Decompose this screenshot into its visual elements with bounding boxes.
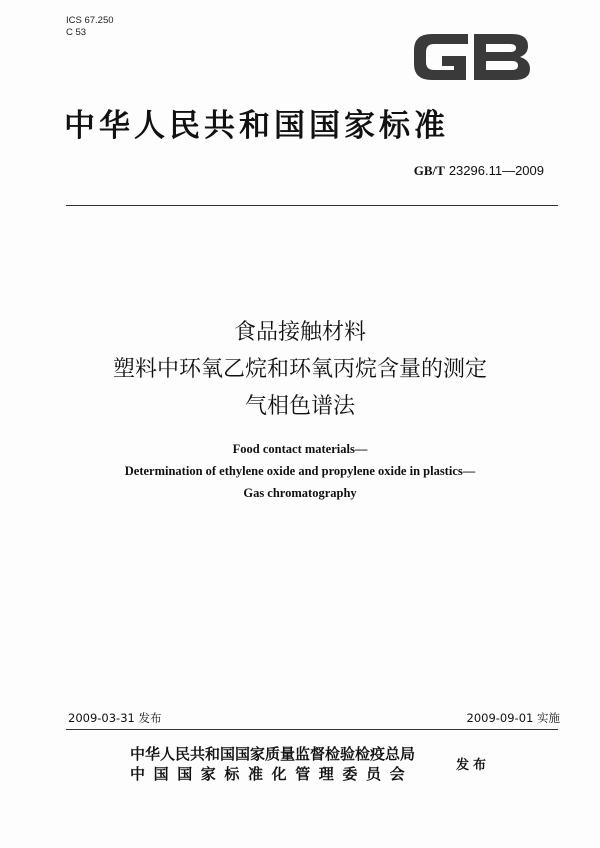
ics-code: ICS 67.250 — [66, 15, 114, 26]
english-title-line-2: Determination of ethylene oxide and propylene oxide in plastics— — [124, 464, 476, 478]
issuer-line-1: 中华人民共和国国家质量监督检验检疫总局 — [130, 745, 416, 763]
gb-logo — [408, 28, 536, 86]
standard-code: GB/T — [413, 163, 445, 178]
implementation-date: 2009-09-01 实施 — [466, 711, 560, 725]
standard-number-value: 23296.11—2009 — [448, 163, 544, 178]
classification-codes — [66, 15, 114, 39]
national-standard-heading: 中华人民共和国国家标准 — [64, 108, 449, 144]
issuing-authorities — [130, 744, 415, 784]
chinese-title-line-1: 食品接触材料 — [233, 320, 366, 345]
chinese-title — [0, 314, 600, 425]
english-title-line-1: Food contact materials— — [232, 442, 368, 456]
issuer-line-2: 中国国家标准化管理委员会 — [130, 765, 414, 783]
chinese-title-line-2: 塑料中环氧乙烷和环氧丙烷含量的测定 — [112, 357, 487, 382]
english-title-line-3: Gas chromatography — [243, 486, 357, 500]
bottom-divider — [66, 729, 558, 730]
top-divider — [66, 205, 558, 206]
standard-number — [414, 163, 544, 179]
chinese-title-line-3: 气相色谱法 — [244, 394, 355, 419]
issue-date: 2009-03-31 发布 — [68, 711, 162, 725]
publish-label: 发布 — [456, 758, 491, 773]
ccs-code: C 53 — [66, 27, 87, 38]
english-title — [0, 438, 600, 504]
